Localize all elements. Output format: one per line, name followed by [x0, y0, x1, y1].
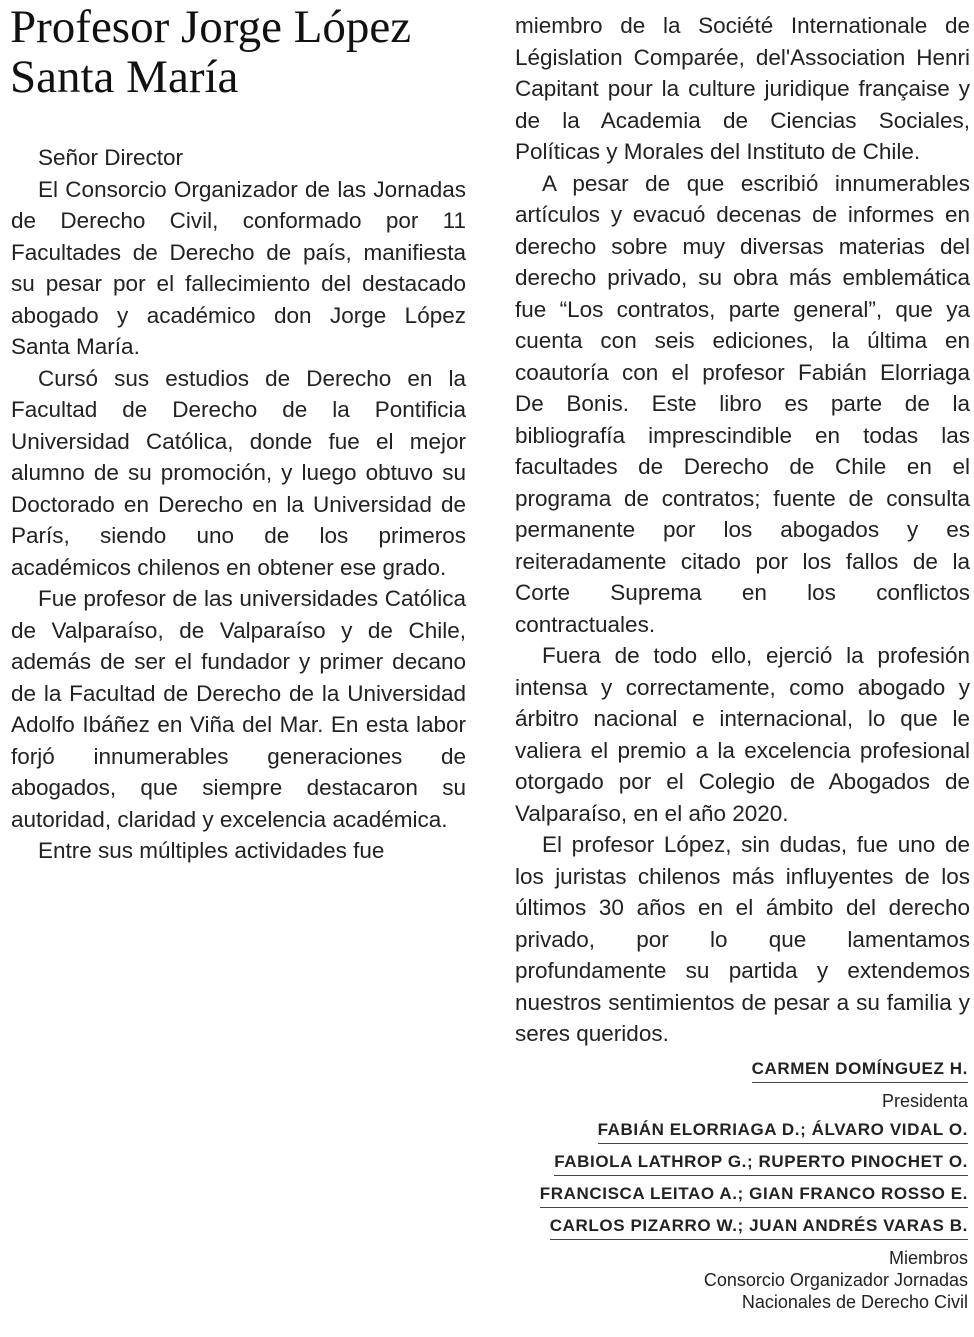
paragraph-7: El profesor López, sin dudas, fue uno de los juristas chilenos más influyentes de los últimos 30 años en el ámbito del derecho privado, por lo que lamentamos profundamente su partida y extendemos nuestros sentimientos de pesar a su familia y seres queridos.	[515, 832, 970, 1046]
member-names-1: FABIÁN ELORRIAGA D.; ÁLVARO VIDAL O.	[598, 1119, 968, 1144]
paragraph-3: Fue profesor de las universidades Católica de Valparaíso, de Valparaíso y de Chile, además de ser el fundador y primer decano de la Facultad de Derecho de la Universidad Adolfo Ibáñez en Viña del Mar. En esta labor forjó innumerables generaciones de abogados, que siempre destacaron su autoridad, claridad y excelencia académica.	[11, 586, 466, 832]
signature-block	[508, 1058, 968, 1313]
paragraph-1: El Consorcio Organizador de las Jornadas de Derecho Civil, conformado por 11 Facultades de Derecho de país, manifiesta su pesar por el fallecimiento del destacado abogado y académico don Jorge López Santa María.	[11, 176, 466, 359]
member-names-4: CARLOS PIZARRO W.; JUAN ANDRÉS VARAS B.	[550, 1215, 968, 1240]
president-name: CARMEN DOMÍNGUEZ H.	[752, 1058, 968, 1083]
article-title: Profesor Jorge López Santa María	[10, 1, 412, 103]
paragraph-4-continued: miembro de la Société Internationale de Législation Comparée, del'Association Henri Capitant pour la culture juridique française y de la Academia de Ciencias Sociales, Políticas y Morales del Instituto de Chile.	[515, 13, 970, 164]
members-role: Miembros	[888, 1248, 968, 1268]
organization-line-1: Consorcio Organizador Jornadas	[703, 1270, 968, 1290]
member-names-2: FABIOLA LATHROP G.; RUPERTO PINOCHET O.	[554, 1151, 968, 1176]
paragraph-6: Fuera de todo ello, ejerció la profesión intensa y correctamente, como abogado y árbitro nacional e internacional, lo que le valiera el premio a la excelencia profesional otorgado por el Colegio de Abogados de Valparaíso, en el año 2020.	[515, 643, 970, 826]
president-role: Presidenta	[881, 1091, 968, 1111]
left-column	[11, 142, 466, 867]
paragraph-2: Cursó sus estudios de Derecho en la Facultad de Derecho de la Pontificia Universidad Católica, donde fue el mejor alumno de su promoción, y luego obtuvo su Doctorado en Derecho en la Universidad de París, siendo uno de los primeros académicos chilenos en obtener ese grado.	[11, 365, 466, 580]
salutation: Señor Director	[38, 145, 184, 170]
paragraph-4: Entre sus múltiples actividades fue	[38, 838, 385, 863]
paragraph-5: A pesar de que escribió innumerables artículos y evacuó decenas de informes en derecho sobre muy diversas materias del derecho privado, su obra más emblemática fue “Los contratos, parte general”, que ya cuenta con seis ediciones, la última en coautoría con el profesor Fabián Elorriaga De Bonis. Este libro es parte de la bibliografía imprescindible en todas las facultades de Derecho de Chile en el programa de contratos; fuente de consulta permanente por los abogados y es reiteradamente citado por los fallos de la Corte Suprema en los conflictos contractuales.	[515, 170, 970, 637]
member-names-3: FRANCISCA LEITAO A.; GIAN FRANCO ROSSO E.	[540, 1183, 968, 1208]
organization-line-2: Nacionales de Derecho Civil	[741, 1292, 968, 1312]
right-column	[515, 10, 970, 1050]
